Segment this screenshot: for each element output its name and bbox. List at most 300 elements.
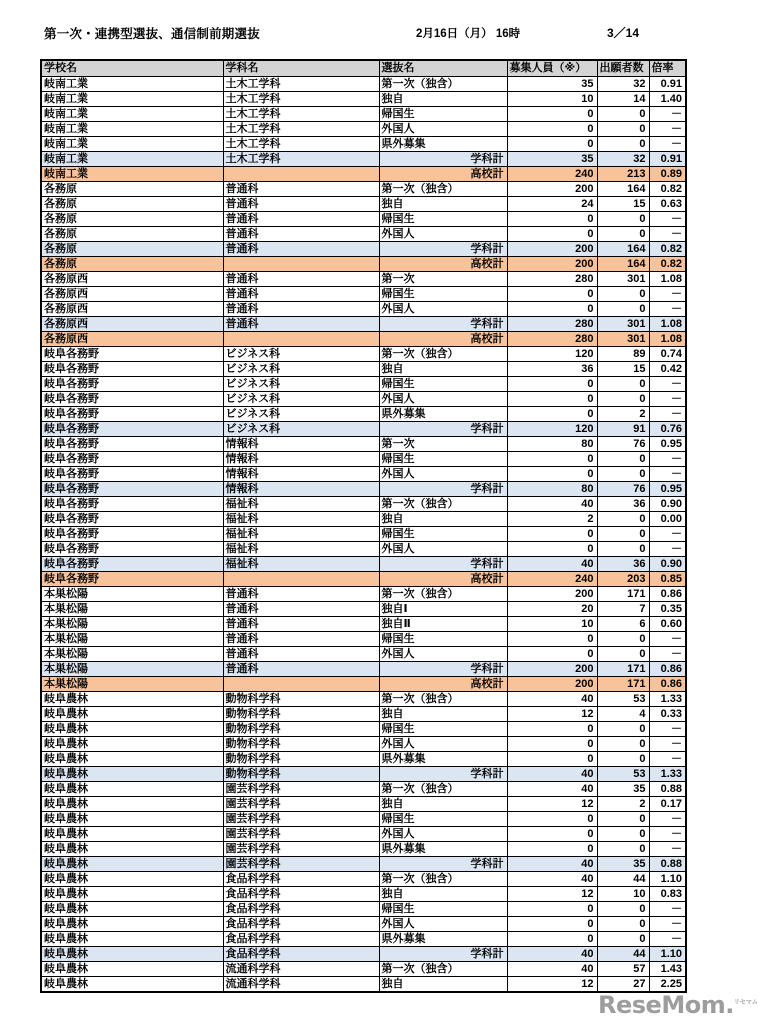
cell-department: 普通科 bbox=[223, 227, 379, 242]
cell-school: 岐阜各務野 bbox=[41, 437, 223, 452]
table-row bbox=[41, 812, 686, 827]
cell-school: 岐阜農林 bbox=[41, 902, 223, 917]
cell-department bbox=[223, 572, 379, 587]
cell-capacity: 40 bbox=[507, 962, 597, 977]
cell-ratio: 1.43 bbox=[649, 962, 686, 977]
cell-applicants: 301 bbox=[597, 317, 649, 332]
cell-applicants: 35 bbox=[597, 782, 649, 797]
cell-applicants: 6 bbox=[597, 617, 649, 632]
column-header-department: 学科名 bbox=[223, 60, 379, 77]
cell-department: 情報科 bbox=[223, 437, 379, 452]
cell-selection: 県外募集 bbox=[379, 407, 507, 422]
cell-ratio: － bbox=[649, 137, 686, 152]
cell-applicants: 53 bbox=[597, 767, 649, 782]
cell-capacity: 200 bbox=[507, 182, 597, 197]
cell-applicants: 0 bbox=[597, 932, 649, 947]
cell-applicants: 0 bbox=[597, 737, 649, 752]
cell-capacity: 120 bbox=[507, 347, 597, 362]
cell-applicants: 0 bbox=[597, 212, 649, 227]
cell-applicants: 0 bbox=[597, 527, 649, 542]
cell-applicants: 301 bbox=[597, 272, 649, 287]
cell-applicants: 0 bbox=[597, 542, 649, 557]
cell-department: 食品科学科 bbox=[223, 932, 379, 947]
table-row bbox=[41, 257, 686, 272]
cell-department: 普通科 bbox=[223, 287, 379, 302]
cell-capacity: 0 bbox=[507, 647, 597, 662]
table-row bbox=[41, 122, 686, 137]
cell-selection: 帰国生 bbox=[379, 632, 507, 647]
cell-department: 情報科 bbox=[223, 452, 379, 467]
cell-ratio: 1.08 bbox=[649, 272, 686, 287]
cell-ratio: 0.60 bbox=[649, 617, 686, 632]
cell-applicants: 0 bbox=[597, 827, 649, 842]
cell-department: 普通科 bbox=[223, 617, 379, 632]
cell-selection: 第一次（独含） bbox=[379, 962, 507, 977]
cell-capacity: 0 bbox=[507, 137, 597, 152]
cell-ratio: 0.88 bbox=[649, 782, 686, 797]
table-row bbox=[41, 392, 686, 407]
table-row bbox=[41, 512, 686, 527]
cell-ratio: 0.74 bbox=[649, 347, 686, 362]
cell-department: 普通科 bbox=[223, 317, 379, 332]
cell-applicants: 35 bbox=[597, 857, 649, 872]
cell-department: 福祉科 bbox=[223, 542, 379, 557]
cell-department: 土木工学科 bbox=[223, 137, 379, 152]
cell-school: 岐阜各務野 bbox=[41, 542, 223, 557]
cell-department: 土木工学科 bbox=[223, 152, 379, 167]
table-row bbox=[41, 422, 686, 437]
cell-applicants: 164 bbox=[597, 182, 649, 197]
cell-ratio: 0.85 bbox=[649, 572, 686, 587]
table-row bbox=[41, 962, 686, 977]
cell-applicants: 0 bbox=[597, 467, 649, 482]
cell-capacity: 40 bbox=[507, 782, 597, 797]
cell-applicants: 44 bbox=[597, 872, 649, 887]
cell-applicants: 0 bbox=[597, 122, 649, 137]
cell-capacity: 0 bbox=[507, 392, 597, 407]
cell-applicants: 27 bbox=[597, 977, 649, 993]
cell-department: 園芸科学科 bbox=[223, 782, 379, 797]
cell-selection: 第一次（独含） bbox=[379, 77, 507, 92]
cell-applicants: 301 bbox=[597, 332, 649, 347]
cell-capacity: 12 bbox=[507, 707, 597, 722]
cell-selection: 独自 bbox=[379, 512, 507, 527]
cell-department: 食品科学科 bbox=[223, 947, 379, 962]
cell-ratio: － bbox=[649, 227, 686, 242]
cell-applicants: 0 bbox=[597, 902, 649, 917]
cell-department: 普通科 bbox=[223, 242, 379, 257]
cell-selection: 外国人 bbox=[379, 467, 507, 482]
cell-selection: 帰国生 bbox=[379, 902, 507, 917]
table-row bbox=[41, 542, 686, 557]
cell-capacity: 0 bbox=[507, 527, 597, 542]
cell-ratio: 1.08 bbox=[649, 332, 686, 347]
admissions-table bbox=[40, 59, 687, 993]
cell-applicants: 0 bbox=[597, 137, 649, 152]
cell-school: 岐阜農林 bbox=[41, 872, 223, 887]
table-row bbox=[41, 647, 686, 662]
cell-applicants: 14 bbox=[597, 92, 649, 107]
table-body bbox=[41, 77, 686, 993]
table-row bbox=[41, 197, 686, 212]
table-row bbox=[41, 407, 686, 422]
table-row bbox=[41, 482, 686, 497]
cell-ratio: － bbox=[649, 377, 686, 392]
cell-school: 岐阜各務野 bbox=[41, 377, 223, 392]
cell-selection: 独自 bbox=[379, 362, 507, 377]
cell-capacity: 0 bbox=[507, 542, 597, 557]
cell-school: 岐南工業 bbox=[41, 152, 223, 167]
cell-selection: 県外募集 bbox=[379, 137, 507, 152]
cell-department: 福祉科 bbox=[223, 512, 379, 527]
cell-applicants: 0 bbox=[597, 632, 649, 647]
cell-applicants: 213 bbox=[597, 167, 649, 182]
cell-ratio: － bbox=[649, 107, 686, 122]
table-row bbox=[41, 827, 686, 842]
cell-capacity: 80 bbox=[507, 482, 597, 497]
cell-applicants: 53 bbox=[597, 692, 649, 707]
cell-department: 食品科学科 bbox=[223, 872, 379, 887]
cell-department: 動物科学科 bbox=[223, 752, 379, 767]
cell-ratio: － bbox=[649, 467, 686, 482]
cell-capacity: 0 bbox=[507, 812, 597, 827]
cell-selection: 独自 bbox=[379, 797, 507, 812]
cell-selection: 学科計 bbox=[379, 482, 507, 497]
cell-applicants: 203 bbox=[597, 572, 649, 587]
table-row bbox=[41, 977, 686, 993]
cell-school: 岐阜農林 bbox=[41, 752, 223, 767]
cell-capacity: 24 bbox=[507, 197, 597, 212]
table-row bbox=[41, 227, 686, 242]
cell-selection: 第一次 bbox=[379, 272, 507, 287]
cell-capacity: 240 bbox=[507, 572, 597, 587]
cell-applicants: 0 bbox=[597, 377, 649, 392]
cell-applicants: 76 bbox=[597, 482, 649, 497]
table-row bbox=[41, 167, 686, 182]
cell-school: 岐阜各務野 bbox=[41, 392, 223, 407]
cell-ratio: 1.08 bbox=[649, 317, 686, 332]
cell-selection: 帰国生 bbox=[379, 527, 507, 542]
cell-selection: 学科計 bbox=[379, 317, 507, 332]
cell-capacity: 12 bbox=[507, 887, 597, 902]
table-row bbox=[41, 767, 686, 782]
cell-capacity: 200 bbox=[507, 662, 597, 677]
cell-capacity: 0 bbox=[507, 377, 597, 392]
cell-school: 岐阜各務野 bbox=[41, 422, 223, 437]
cell-school: 岐阜各務野 bbox=[41, 557, 223, 572]
cell-school: 各務原 bbox=[41, 182, 223, 197]
cell-selection: 帰国生 bbox=[379, 452, 507, 467]
cell-capacity: 280 bbox=[507, 272, 597, 287]
table-row bbox=[41, 587, 686, 602]
table-row bbox=[41, 617, 686, 632]
cell-applicants: 44 bbox=[597, 947, 649, 962]
table-row bbox=[41, 302, 686, 317]
cell-school: 岐阜各務野 bbox=[41, 497, 223, 512]
cell-selection: 第一次（独含） bbox=[379, 347, 507, 362]
cell-school: 岐阜各務野 bbox=[41, 527, 223, 542]
cell-department: 園芸科学科 bbox=[223, 857, 379, 872]
table-row bbox=[41, 572, 686, 587]
cell-school: 各務原西 bbox=[41, 272, 223, 287]
cell-school: 岐阜農林 bbox=[41, 947, 223, 962]
cell-ratio: － bbox=[649, 737, 686, 752]
table-row bbox=[41, 932, 686, 947]
cell-capacity: 280 bbox=[507, 332, 597, 347]
cell-school: 岐南工業 bbox=[41, 137, 223, 152]
cell-ratio: 0.83 bbox=[649, 887, 686, 902]
cell-capacity: 0 bbox=[507, 827, 597, 842]
cell-school: 岐阜各務野 bbox=[41, 362, 223, 377]
table-row bbox=[41, 737, 686, 752]
cell-ratio: － bbox=[649, 812, 686, 827]
table-row bbox=[41, 182, 686, 197]
cell-school: 岐阜農林 bbox=[41, 767, 223, 782]
cell-capacity: 0 bbox=[507, 452, 597, 467]
cell-capacity: 120 bbox=[507, 422, 597, 437]
cell-department: 普通科 bbox=[223, 647, 379, 662]
table-row bbox=[41, 137, 686, 152]
cell-capacity: 0 bbox=[507, 632, 597, 647]
cell-selection: 高校計 bbox=[379, 257, 507, 272]
cell-ratio: 1.33 bbox=[649, 692, 686, 707]
cell-selection: 学科計 bbox=[379, 857, 507, 872]
cell-department: 食品科学科 bbox=[223, 917, 379, 932]
cell-capacity: 12 bbox=[507, 977, 597, 993]
document-datetime: 2月16日（月） 16時 bbox=[416, 28, 521, 40]
cell-selection: 帰国生 bbox=[379, 722, 507, 737]
cell-department: ビジネス科 bbox=[223, 422, 379, 437]
table-row bbox=[41, 677, 686, 692]
cell-applicants: 32 bbox=[597, 77, 649, 92]
cell-applicants: 15 bbox=[597, 197, 649, 212]
cell-selection: 第一次（独含） bbox=[379, 782, 507, 797]
table-row bbox=[41, 77, 686, 92]
cell-applicants: 164 bbox=[597, 257, 649, 272]
cell-capacity: 0 bbox=[507, 212, 597, 227]
cell-ratio: 2.25 bbox=[649, 977, 686, 993]
table-row bbox=[41, 887, 686, 902]
cell-department: 動物科学科 bbox=[223, 722, 379, 737]
cell-capacity: 240 bbox=[507, 167, 597, 182]
cell-selection: 学科計 bbox=[379, 152, 507, 167]
cell-applicants: 32 bbox=[597, 152, 649, 167]
cell-department: ビジネス科 bbox=[223, 392, 379, 407]
cell-selection: 外国人 bbox=[379, 737, 507, 752]
cell-ratio: 0.95 bbox=[649, 437, 686, 452]
cell-applicants: 0 bbox=[597, 722, 649, 737]
cell-school: 各務原 bbox=[41, 242, 223, 257]
cell-school: 岐南工業 bbox=[41, 167, 223, 182]
cell-ratio: 0.35 bbox=[649, 602, 686, 617]
cell-selection: 帰国生 bbox=[379, 377, 507, 392]
cell-applicants: 76 bbox=[597, 437, 649, 452]
cell-selection: 県外募集 bbox=[379, 752, 507, 767]
cell-school: 岐阜各務野 bbox=[41, 347, 223, 362]
cell-school: 各務原 bbox=[41, 197, 223, 212]
cell-capacity: 40 bbox=[507, 872, 597, 887]
cell-capacity: 40 bbox=[507, 767, 597, 782]
cell-department: 食品科学科 bbox=[223, 902, 379, 917]
cell-ratio: 1.10 bbox=[649, 947, 686, 962]
cell-applicants: 4 bbox=[597, 707, 649, 722]
cell-school: 各務原 bbox=[41, 227, 223, 242]
cell-ratio: － bbox=[649, 122, 686, 137]
cell-selection: 独自 bbox=[379, 977, 507, 993]
table-row bbox=[41, 602, 686, 617]
table-row bbox=[41, 437, 686, 452]
cell-ratio: － bbox=[649, 287, 686, 302]
cell-department: 情報科 bbox=[223, 467, 379, 482]
cell-capacity: 200 bbox=[507, 587, 597, 602]
cell-department: 土木工学科 bbox=[223, 107, 379, 122]
cell-school: 岐阜農林 bbox=[41, 722, 223, 737]
cell-department: 普通科 bbox=[223, 662, 379, 677]
cell-school: 岐阜各務野 bbox=[41, 407, 223, 422]
cell-capacity: 0 bbox=[507, 917, 597, 932]
cell-capacity: 12 bbox=[507, 797, 597, 812]
table-row bbox=[41, 212, 686, 227]
cell-department: 普通科 bbox=[223, 632, 379, 647]
cell-selection: 県外募集 bbox=[379, 932, 507, 947]
cell-ratio: 0.63 bbox=[649, 197, 686, 212]
cell-selection: 第一次（独含） bbox=[379, 182, 507, 197]
table-row bbox=[41, 332, 686, 347]
cell-selection: 外国人 bbox=[379, 917, 507, 932]
cell-applicants: 0 bbox=[597, 842, 649, 857]
table-row bbox=[41, 242, 686, 257]
cell-selection: 学科計 bbox=[379, 767, 507, 782]
page-header bbox=[0, 24, 724, 46]
cell-selection: 高校計 bbox=[379, 572, 507, 587]
cell-department: 福祉科 bbox=[223, 497, 379, 512]
cell-ratio: － bbox=[649, 842, 686, 857]
cell-department: 普通科 bbox=[223, 587, 379, 602]
cell-ratio: － bbox=[649, 827, 686, 842]
cell-school: 岐南工業 bbox=[41, 77, 223, 92]
page-number: 3／14 bbox=[607, 26, 640, 40]
cell-department: 園芸科学科 bbox=[223, 797, 379, 812]
cell-school: 岐南工業 bbox=[41, 122, 223, 137]
table-row bbox=[41, 287, 686, 302]
cell-capacity: 10 bbox=[507, 92, 597, 107]
cell-selection: 学科計 bbox=[379, 242, 507, 257]
cell-department: 園芸科学科 bbox=[223, 827, 379, 842]
cell-school: 岐阜各務野 bbox=[41, 482, 223, 497]
cell-selection: 外国人 bbox=[379, 827, 507, 842]
table-row bbox=[41, 917, 686, 932]
cell-department: 普通科 bbox=[223, 182, 379, 197]
table-row bbox=[41, 557, 686, 572]
cell-ratio: － bbox=[649, 647, 686, 662]
cell-department bbox=[223, 167, 379, 182]
table-row bbox=[41, 947, 686, 962]
cell-school: 岐南工業 bbox=[41, 92, 223, 107]
cell-applicants: 0 bbox=[597, 107, 649, 122]
column-header-ratio: 倍率 bbox=[649, 60, 686, 77]
cell-department: 園芸科学科 bbox=[223, 812, 379, 827]
cell-ratio: 0.86 bbox=[649, 587, 686, 602]
table-row bbox=[41, 752, 686, 767]
cell-applicants: 0 bbox=[597, 512, 649, 527]
column-header-capacity: 募集人員（※） bbox=[507, 60, 597, 77]
cell-capacity: 40 bbox=[507, 692, 597, 707]
table-row bbox=[41, 842, 686, 857]
cell-applicants: 0 bbox=[597, 452, 649, 467]
cell-selection: 外国人 bbox=[379, 122, 507, 137]
cell-school: 岐阜農林 bbox=[41, 827, 223, 842]
cell-department: 福祉科 bbox=[223, 557, 379, 572]
cell-school: 岐阜各務野 bbox=[41, 452, 223, 467]
table-row bbox=[41, 707, 686, 722]
cell-department: 動物科学科 bbox=[223, 707, 379, 722]
cell-department: ビジネス科 bbox=[223, 362, 379, 377]
cell-school: 岐阜農林 bbox=[41, 857, 223, 872]
cell-department: ビジネス科 bbox=[223, 347, 379, 362]
cell-school: 岐阜農林 bbox=[41, 917, 223, 932]
cell-selection: 外国人 bbox=[379, 647, 507, 662]
cell-capacity: 10 bbox=[507, 617, 597, 632]
cell-capacity: 0 bbox=[507, 842, 597, 857]
cell-applicants: 0 bbox=[597, 302, 649, 317]
cell-department bbox=[223, 677, 379, 692]
cell-selection: 学科計 bbox=[379, 662, 507, 677]
cell-selection: 帰国生 bbox=[379, 287, 507, 302]
cell-ratio: 0.90 bbox=[649, 557, 686, 572]
cell-ratio: 1.33 bbox=[649, 767, 686, 782]
cell-capacity: 2 bbox=[507, 512, 597, 527]
cell-school: 本巣松陽 bbox=[41, 647, 223, 662]
cell-ratio: 0.17 bbox=[649, 797, 686, 812]
cell-applicants: 0 bbox=[597, 812, 649, 827]
cell-capacity: 0 bbox=[507, 302, 597, 317]
cell-selection: 高校計 bbox=[379, 332, 507, 347]
cell-applicants: 15 bbox=[597, 362, 649, 377]
cell-applicants: 91 bbox=[597, 422, 649, 437]
table-row bbox=[41, 662, 686, 677]
table-row bbox=[41, 317, 686, 332]
cell-selection: 独自Ⅱ bbox=[379, 617, 507, 632]
cell-ratio: － bbox=[649, 392, 686, 407]
table-row bbox=[41, 632, 686, 647]
cell-department: 園芸科学科 bbox=[223, 842, 379, 857]
cell-department: 情報科 bbox=[223, 482, 379, 497]
cell-ratio: － bbox=[649, 527, 686, 542]
cell-capacity: 0 bbox=[507, 722, 597, 737]
cell-capacity: 0 bbox=[507, 467, 597, 482]
cell-school: 本巣松陽 bbox=[41, 677, 223, 692]
cell-selection: 県外募集 bbox=[379, 842, 507, 857]
cell-department: 流通科学科 bbox=[223, 977, 379, 993]
cell-selection: 独自 bbox=[379, 197, 507, 212]
cell-selection: 第一次（独含） bbox=[379, 587, 507, 602]
cell-applicants: 171 bbox=[597, 662, 649, 677]
cell-selection: 学科計 bbox=[379, 947, 507, 962]
cell-school: 岐阜農林 bbox=[41, 842, 223, 857]
cell-school: 各務原西 bbox=[41, 317, 223, 332]
cell-department: 福祉科 bbox=[223, 527, 379, 542]
cell-department: 動物科学科 bbox=[223, 692, 379, 707]
cell-department: 普通科 bbox=[223, 272, 379, 287]
cell-selection: 帰国生 bbox=[379, 107, 507, 122]
cell-department: 流通科学科 bbox=[223, 962, 379, 977]
table-row bbox=[41, 107, 686, 122]
cell-selection: 独自 bbox=[379, 707, 507, 722]
cell-ratio: － bbox=[649, 407, 686, 422]
cell-selection: 第一次（独含） bbox=[379, 872, 507, 887]
cell-ratio: － bbox=[649, 932, 686, 947]
cell-school: 本巣松陽 bbox=[41, 617, 223, 632]
